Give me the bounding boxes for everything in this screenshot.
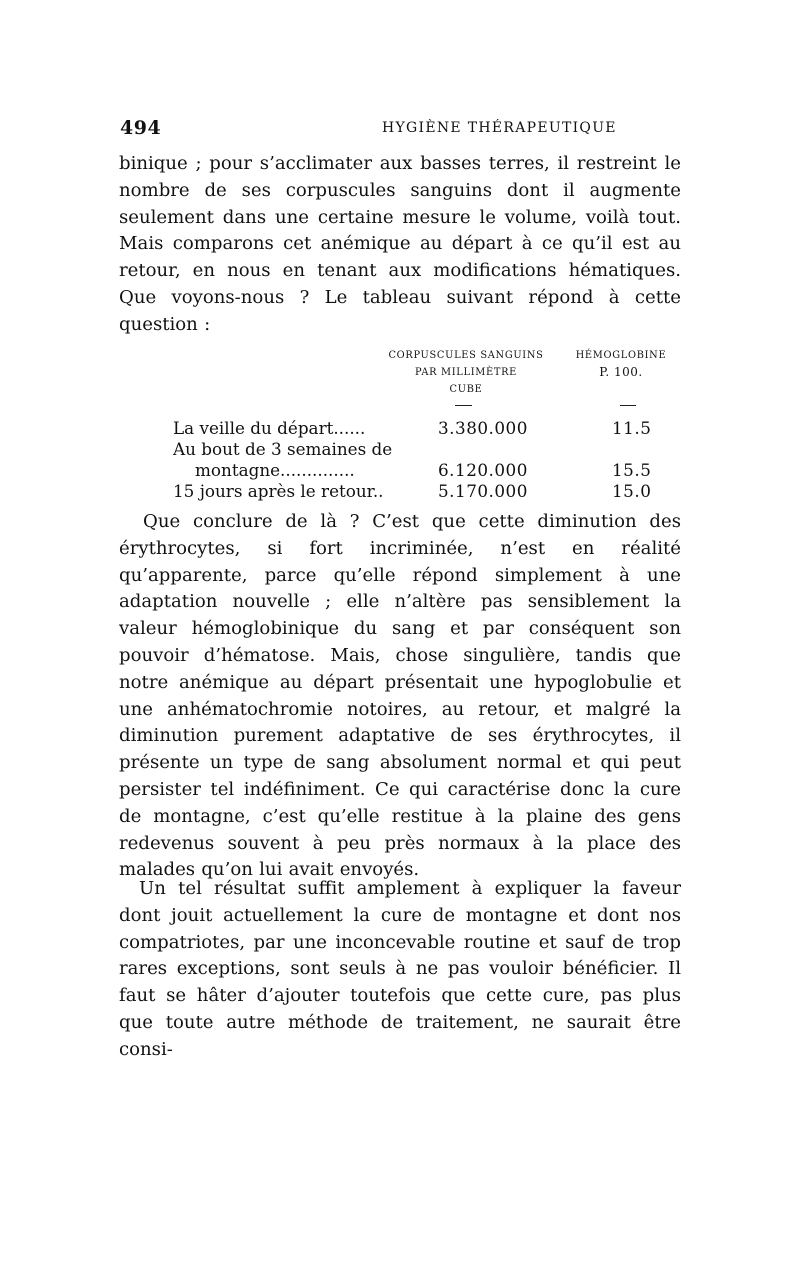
table-header-hemoglobine-line1: HÉMOGLOBINE xyxy=(575,350,667,361)
table-cell-hemoglobine: 15.0 xyxy=(612,481,652,501)
table-cell-hemoglobine: 15.5 xyxy=(612,460,652,480)
running-title: HYGIÈNE THÉRAPEUTIQUE xyxy=(382,120,617,136)
table-header-corpuscules-line1: CORPUSCULES SANGUINS xyxy=(388,350,544,361)
table-row-label: 15 jours après le retour.. xyxy=(173,481,384,501)
table-cell-corpuscules: 3.380.000 xyxy=(438,418,528,438)
paragraph-1: binique ; pour s’acclimater aux basses terres, il restreint le nombre de ses corpuscules sanguins dont il augmente seulement dans une certaine mesure le volume, voilà tout. Mais comparons cet anémique au départ à ce qu’il est au retour, en nous en tenant aux modifications hématiques. Que voyons-nous ? Le tableau suivant répond à cette question : xyxy=(119,153,681,335)
table-header-corpuscules xyxy=(376,347,556,398)
paragraph-2: Que conclure de là ? C’est que cette diminution des érythrocytes, si fort incriminée, n’est en réalité qu’apparente, parce qu’elle répond simplement à une adaptation nouvelle ; elle n’altère pas sensiblement la valeur hémoglobinique du sang et par conséquent son pouvoir d’hématose. Mais, chose singulière, tandis que notre anémique au départ présentait une hypoglobulie et une anhématochromie notoires, au retour, et malgré la diminution purement adaptative de ses érythrocytes, il présente un type de sang absolument normal et qui peut persister tel indéfiniment. Ce qui caractérise donc la cure de montagne, c’est qu’elle restitue à la plaine des gens redevenus souvent à peu près normaux à la place des malades qu’on lui avait envoyés. xyxy=(119,511,681,881)
table-cell-hemoglobine: 11.5 xyxy=(612,418,652,438)
table-row-label-continued: montagne.............. xyxy=(195,460,355,480)
column-dash-hemoglobine xyxy=(620,405,636,406)
table-header-corpuscules-line2: PAR MILLIMÈTRE xyxy=(414,367,518,378)
paragraph-3: Un tel résultat suffit amplement à expliquer la faveur dont jouit actuellement la cure de montagne et dont nos compatriotes, par une inconcevable routine et sauf de trop rares exceptions, sont seuls à ne pas vouloir bénéficier. Il faut se hâter d’ajouter toutefois que cette cure, pas plus que toute autre méthode de traitement, ne saurait être consi- xyxy=(119,878,681,1060)
table-row-label: La veille du départ...... xyxy=(173,418,366,438)
page-header xyxy=(120,117,680,141)
page-number: 494 xyxy=(120,117,162,139)
table-header-corpuscules-line3: CUBE xyxy=(449,384,483,395)
table-cell-corpuscules: 6.120.000 xyxy=(438,460,528,480)
table-cell-corpuscules: 5.170.000 xyxy=(438,481,528,501)
table-row-label: Au bout de 3 semaines de xyxy=(173,439,393,459)
table-header-hemoglobine-line2: P. 100. xyxy=(599,365,643,379)
column-dash-corpuscules xyxy=(455,405,472,406)
table-header-hemoglobine xyxy=(566,347,676,381)
